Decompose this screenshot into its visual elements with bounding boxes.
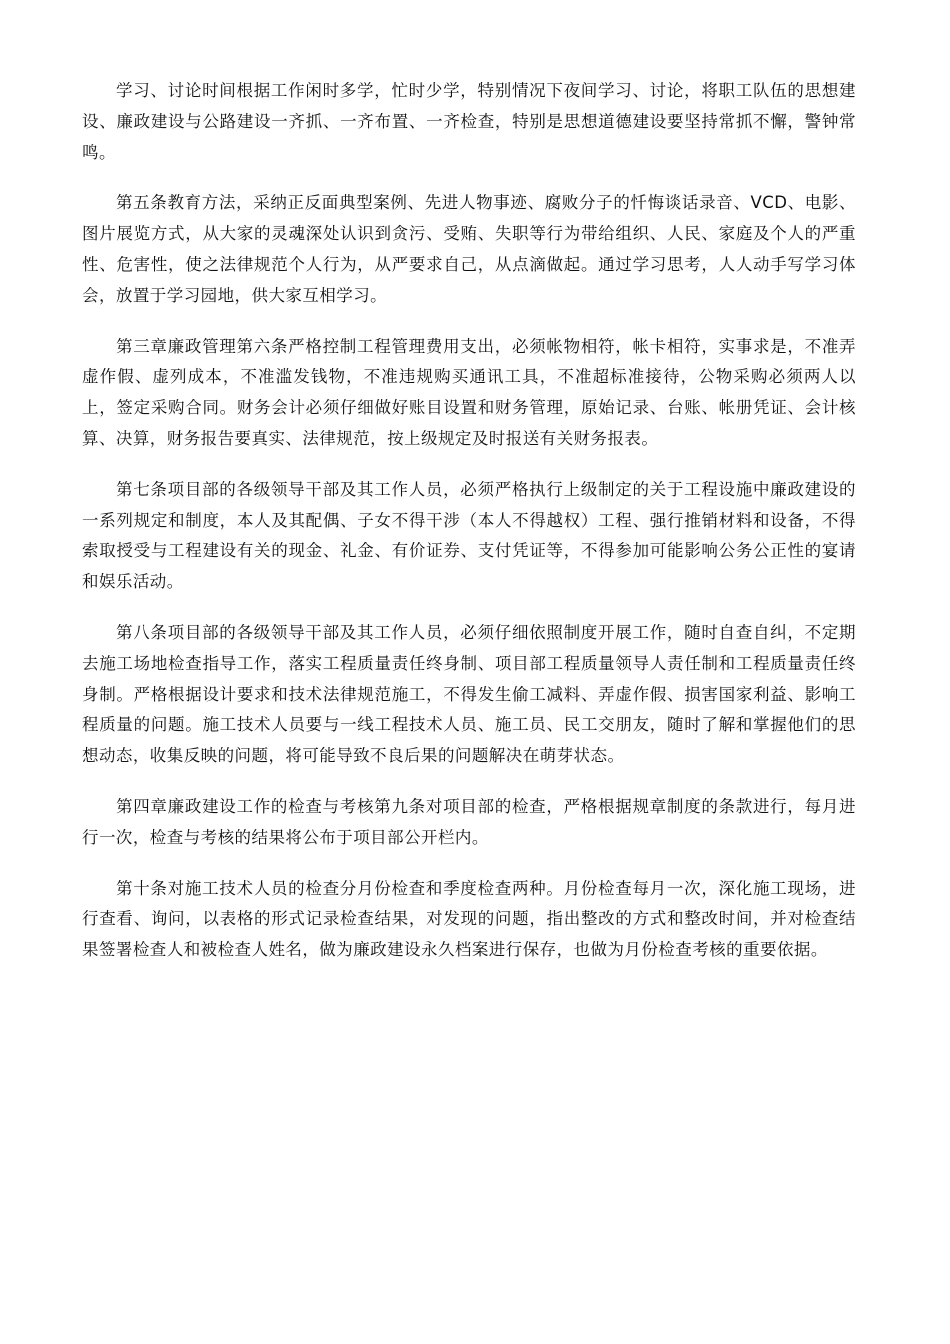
paragraph-study-discussion: 学习、讨论时间根据工作闲时多学，忙时少学，特别情况下夜间学习、讨论，将职工队伍的思想建设、廉政建设与公路建设一齐抓、一齐布置、一齐检查，特别是思想道德建设要坚持常抓不懈，警钟常鸣。	[82, 81, 856, 162]
paragraph-article-10: 第十条对施工技术人员的检查分月份检查和季度检查两种。月份检查每月一次，深化施工现场，进行查看、询问，以表格的形式记录检查结果，对发现的问题，指出整改的方式和整改时间，并对检查结果签署检查人和被检查人姓名，做为廉政建设永久档案进行保存，也做为月份检查考核的重要依据。	[82, 878, 856, 960]
paragraph-chapter-4-article-9: 第四章廉政建设工作的检查与考核第九条对项目部的检查，严格根据规章制度的条款进行，每月进行一次，检查与考核的结果将公布于项目部公开栏内。	[82, 796, 856, 847]
paragraph-chapter-3-article-6: 第三章廉政管理第六条严格控制工程管理费用支出，必须帐物相符，帐卡相符，实事求是，不准弄虚作假、虚列成本，不准滥发钱物，不准违规购买通讯工具，不准超标准接待，公物采购必须两人以上，签定采购合同。财务会计必须仔细做好账目设置和财务管理，原始记录、台账、帐册凭证、会计核算、决算，财务报告要真实、法律规范，按上级规定及时报送有关财务报表。	[82, 336, 856, 448]
paragraph-article-5: 第五条教育方法，采纳正反面典型案例、先进人物事迹、腐败分子的忏悔谈话录音、VCD、电影、图片展览方式，从大家的灵魂深处认识到贪污、受贿、失职等行为带给组织、人民、家庭及个人的严重性、危害性，使之法律规范个人行为，从严要求自己，从点滴做起。通过学习思考，人人动手写学习体会，放置于学习园地，供大家互相学习。	[82, 193, 856, 305]
paragraph-article-7: 第七条项目部的各级领导干部及其工作人员，必须严格执行上级制定的关于工程设施中廉政建设的一系列规定和制度，本人及其配偶、子女不得干涉（本人不得越权）工程、强行推销材料和设备，不得索取授受与工程建设有关的现金、礼金、有价证券、支付凭证等，不得参加可能影响公务公正性的宴请和娱乐活动。	[82, 479, 856, 592]
paragraph-article-8: 第八条项目部的各级领导干部及其工作人员，必须仔细依照制度开展工作，随时自查自纠，不定期去施工场地检查指导工作，落实工程质量责任终身制、项目部工程质量领导人责任制和工程质量责任终身制。严格根据设计要求和技术法律规范施工，不得发生偷工减料、弄虚作假、损害国家利益、影响工程质量的问题。施工技术人员要与一线工程技术人员、施工员、民工交朋友，随时了解和掌握他们的思想动态，收集反映的问题，将可能导致不良后果的问题解决在萌芽状态。	[82, 622, 856, 766]
